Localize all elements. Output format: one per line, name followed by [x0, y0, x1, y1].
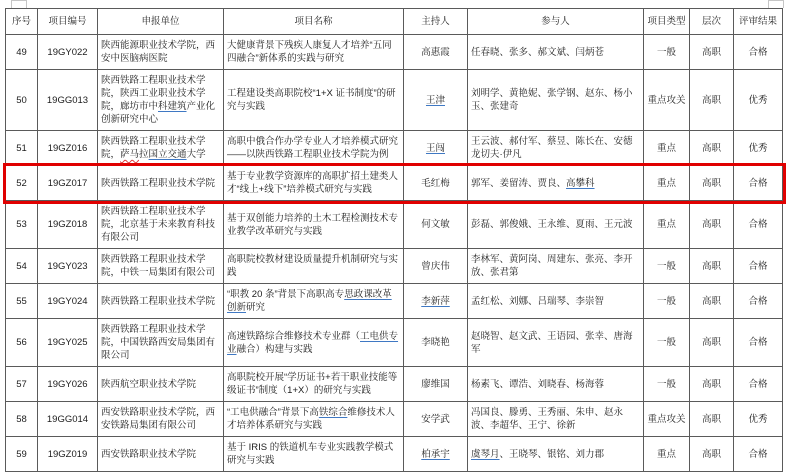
- cell-participants: 赵晓智、赵文武、王语园、张幸、唐海军: [468, 319, 644, 367]
- table-row: [6, 402, 783, 437]
- table-row: [6, 319, 783, 367]
- cell-host: [404, 70, 468, 131]
- cell-unit: 陕西铁路工程职业技术学院，萨马拉国立交通大学: [98, 131, 224, 166]
- page-corner-mark-right: [768, 0, 784, 8]
- cell-host: 廖维国: [404, 367, 468, 402]
- cell-level: 高职: [690, 201, 734, 249]
- table-header-row: [6, 9, 783, 35]
- cell-result: 合格: [734, 249, 783, 284]
- cell-result: 优秀: [734, 402, 783, 437]
- cell-level: 高职: [690, 131, 734, 166]
- cell-project-name: “工电供融合”背景下高铁综合维修技术人才培养体系研究与实践: [224, 402, 404, 437]
- cell-project-id: 19GG014: [38, 402, 98, 437]
- cell-type: 重点: [644, 131, 690, 166]
- cell-project-name: 高职院校教材建设质量提升机制研究与实践: [224, 249, 404, 284]
- cell-host: 高惠霞: [404, 35, 468, 70]
- cell-serial: 53: [6, 201, 38, 249]
- cell-level: 高职: [690, 284, 734, 319]
- cell-project-id: 19GY023: [38, 249, 98, 284]
- cell-participants: 彭磊、郭俊娥、王永维、夏雨、王元波: [468, 201, 644, 249]
- col-header-type: 项目类型: [644, 9, 690, 35]
- blue-underlined-text: 思政课改革创新: [227, 289, 392, 313]
- cell-host: [404, 437, 468, 472]
- blue-underlined-text: 高攀科: [566, 177, 595, 189]
- table-row-highlighted: [6, 166, 783, 201]
- blue-underlined-text: 国立交通: [148, 149, 187, 160]
- cell-project-name: “职教 20 条”背景下高职高专思政课改革创新研究: [224, 284, 404, 319]
- blue-underlined-text: 王闯: [425, 142, 445, 154]
- cell-project-name: 基于 IRIS 的铁道机车专业实践教学模式研究与实践: [224, 437, 404, 472]
- cell-serial: 54: [6, 249, 38, 284]
- cell-unit: 陕西铁路工程职业技术学院，北京基于未来教育科技有限公司: [98, 201, 224, 249]
- blue-underlined-text: 虞琴月: [471, 448, 500, 460]
- cell-host: 李晓艳: [404, 319, 468, 367]
- col-header-host: 主持人: [404, 9, 468, 35]
- table-row: [6, 249, 783, 284]
- cell-type: 一般: [644, 249, 690, 284]
- blue-underlined-text: 柏承宇: [421, 448, 450, 460]
- cell-serial: 51: [6, 131, 38, 166]
- cell-result: 合格: [734, 437, 783, 472]
- cell-host: [404, 284, 468, 319]
- cell-host: 何文敏: [404, 201, 468, 249]
- cell-host: 安学武: [404, 402, 468, 437]
- cell-serial: 59: [6, 437, 38, 472]
- table-row: [6, 367, 783, 402]
- cell-project-id: 19GZ019: [38, 437, 98, 472]
- cell-project-id: 19GZ018: [38, 201, 98, 249]
- cell-level: 高职: [690, 319, 734, 367]
- cell-result: 优秀: [734, 70, 783, 131]
- col-header-result: 评审结果: [734, 9, 783, 35]
- table-row: [6, 201, 783, 249]
- table-row: [6, 131, 783, 166]
- cell-project-id: 19GZ016: [38, 131, 98, 166]
- cell-project-name: 高职中俄合作办学专业人才培养模式研究——以陕西铁路工程职业技术学院为例: [224, 131, 404, 166]
- cell-serial: 49: [6, 35, 38, 70]
- cell-result: 优秀: [734, 131, 783, 166]
- cell-project-name: 高职院校开展“学历证书+若干职业技能等级证书”制度（1+X）的研究与实践: [224, 367, 404, 402]
- cell-type: 重点: [644, 166, 690, 201]
- cell-level: 高职: [690, 402, 734, 437]
- cell-result: 合格: [734, 284, 783, 319]
- cell-serial: 52: [6, 166, 38, 201]
- cell-unit: 陕西能源职业技术学院，西安中医脑病医院: [98, 35, 224, 70]
- cell-project-name: 基于专业教学资源库的高职扩招土建类人才“线上+线下”培养模式研究与实践: [224, 166, 404, 201]
- cell-unit: 陕西铁路工程职业技术学院，陕西工业职业技术学院，廊坊市中科建筑产业化创新研究中心: [98, 70, 224, 131]
- cell-participants: 孟红松、刘娜、吕瑞琴、李崇智: [468, 284, 644, 319]
- table-row: [6, 284, 783, 319]
- cell-unit: 陕西铁路工程职业技术学院: [98, 166, 224, 201]
- cell-result: 合格: [734, 367, 783, 402]
- cell-project-name: 基于双创能力培养的土木工程检测技术专业教学改革研究与实践: [224, 201, 404, 249]
- cell-result: 合格: [734, 35, 783, 70]
- cell-unit: 陕西铁路工程职业技术学院: [98, 284, 224, 319]
- cell-type: 重点: [644, 437, 690, 472]
- cell-type: 重点攻关: [644, 402, 690, 437]
- cell-host: 毛红梅: [404, 166, 468, 201]
- cell-result: 合格: [734, 319, 783, 367]
- cell-project-name: 大健康背景下残疾人康复人才培养“五同四融合”新体系的实践与研究: [224, 35, 404, 70]
- cell-participants: 李林军、黄阿岗、周建东、张亮、李开放、张君第: [468, 249, 644, 284]
- cell-type: 一般: [644, 367, 690, 402]
- cell-type: 重点: [644, 201, 690, 249]
- table-row: [6, 35, 783, 70]
- cell-participants: 任春晓、张多、郝文斌、闫炳苍: [468, 35, 644, 70]
- cell-unit: 陕西铁路工程职业技术学院，中国铁路西安局集团有限公司: [98, 319, 224, 367]
- col-header-unit: 申报单位: [98, 9, 224, 35]
- cell-result: 合格: [734, 201, 783, 249]
- blue-underlined-text: 铁综合: [318, 407, 348, 418]
- cell-level: 高职: [690, 35, 734, 70]
- cell-serial: 57: [6, 367, 38, 402]
- page-corner-mark-left: [11, 0, 27, 8]
- cell-unit: 西安铁路职业技术学院，西安铁路局集团有限公司: [98, 402, 224, 437]
- cell-participants: 王云波、郝付军、蔡昱、陈长在、安德龙切夫·伊凡: [468, 131, 644, 166]
- cell-level: 高职: [690, 70, 734, 131]
- cell-participants: 刘明学、黄艳妮、张学钢、赵东、杨小玉、张建奇: [468, 70, 644, 131]
- cell-serial: 56: [6, 319, 38, 367]
- blue-underlined-text: 科建筑: [158, 101, 187, 112]
- cell-project-name: 高速铁路综合维修技术专业群（工电供专业融合）构建与实践: [224, 319, 404, 367]
- cell-serial: 58: [6, 402, 38, 437]
- cell-result: 合格: [734, 166, 783, 201]
- projects-table: [5, 8, 783, 472]
- cell-project-id: 19GG013: [38, 70, 98, 131]
- blue-underlined-text: 工电供专业: [227, 330, 399, 355]
- col-header-level: 层次: [690, 9, 734, 35]
- table-row: [6, 437, 783, 472]
- cell-unit: 陕西铁路工程职业技术学院，中铁一局集团有限公司: [98, 249, 224, 284]
- cell-type: 一般: [644, 35, 690, 70]
- cell-project-id: 19GY022: [38, 35, 98, 70]
- col-header-project-id: 项目编号: [38, 9, 98, 35]
- cell-level: 高职: [690, 166, 734, 201]
- col-header-participants: 参与人: [468, 9, 644, 35]
- cell-participants: 杨素飞、谭浩、刘晓春、杨海蓉: [468, 367, 644, 402]
- cell-project-id: 19GZ017: [38, 166, 98, 201]
- cell-project-id: 19GY024: [38, 284, 98, 319]
- cell-unit: 陕西航空职业技术学院: [98, 367, 224, 402]
- cell-project-name: 工程建设类高职院校“1+X 证书制度”的研究与实践: [224, 70, 404, 131]
- cell-host: [404, 131, 468, 166]
- cell-serial: 50: [6, 70, 38, 131]
- cell-project-id: 19GY026: [38, 367, 98, 402]
- cell-type: 一般: [644, 319, 690, 367]
- cell-participants: 虞琴月、王晓琴、银铭、刘力郡: [468, 437, 644, 472]
- table-row: [6, 70, 783, 131]
- col-header-name: 项目名称: [224, 9, 404, 35]
- cell-type: 重点攻关: [644, 70, 690, 131]
- col-header-serial: 序号: [6, 9, 38, 35]
- blue-underlined-text: 李新萍: [421, 295, 450, 307]
- table-body: [6, 35, 783, 472]
- cell-project-id: 19GY025: [38, 319, 98, 367]
- blue-underlined-text: 王津: [425, 94, 445, 106]
- cell-level: 高职: [690, 367, 734, 402]
- cell-participants: 冯国良、滕勇、王秀丽、朱申、赵永波、李超华、王宁、徐新: [468, 402, 644, 437]
- cell-type: 一般: [644, 284, 690, 319]
- red-underlined-text: 萨马: [120, 149, 140, 160]
- cell-host: 曾庆伟: [404, 249, 468, 284]
- cell-participants: 郭军、姜留涛、贾良、高攀科: [468, 166, 644, 201]
- cell-level: 高职: [690, 249, 734, 284]
- cell-unit: 西安铁路职业技术学院: [98, 437, 224, 472]
- cell-level: 高职: [690, 437, 734, 472]
- projects-table-container: [5, 8, 783, 472]
- cell-serial: 55: [6, 284, 38, 319]
